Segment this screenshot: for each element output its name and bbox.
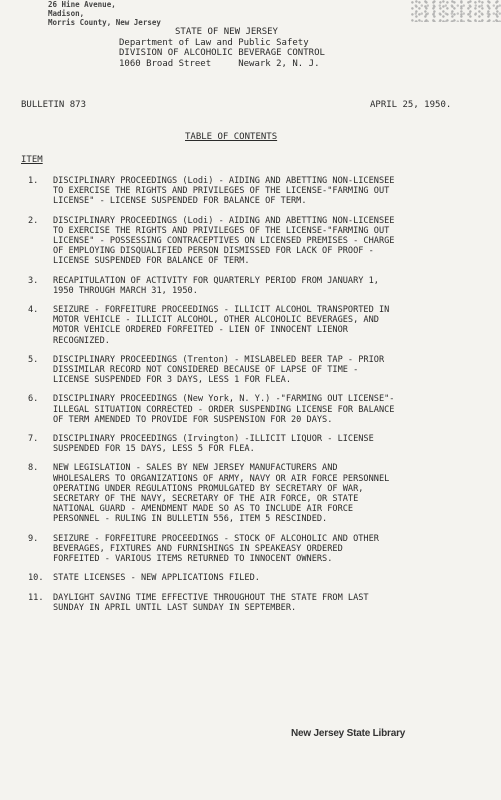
- toc-item-number: 2.: [28, 215, 39, 226]
- toc-item-text: SEIZURE - FORFEITURE PROCEEDINGS - ILLICIT ALCOHOL TRANSPORTED IN MOTOR VEHICLE - ILLICIT ALCOHOL, OTHER ALCOHOLIC BEVERAGES, AND MOTOR VEHICLE ORDERED FORFEITED - LIEN OF INNOCENT LIENOR RECOGNIZED.: [53, 305, 390, 346]
- bulletin-date: APRIL 25, 1950.: [370, 100, 452, 110]
- stamp-line-3: Morris County, New Jersey: [48, 18, 161, 27]
- toc-item-text: RECAPITULATION OF ACTIVITY FOR QUARTERLY PERIOD FROM JANUARY 1, 1950 THROUGH MARCH 31, 1950.: [53, 275, 379, 296]
- toc-item-number: 5.: [28, 354, 39, 365]
- toc-item-text: STATE LICENSES - NEW APPLICATIONS FILED.: [53, 573, 260, 584]
- toc-item-number: 10.: [28, 573, 44, 584]
- toc-item: [21, 463, 491, 524]
- letterhead: [0, 27, 501, 69]
- toc-item-text: NEW LEGISLATION - SALES BY NEW JERSEY MANUFACTURERS AND WHOLESALERS TO ORGANIZATIONS OF ARMY, NAVY OR AIR FORCE PERSONNEL OPERATING UNDER REGULATIONS PROMULGATED BY SECRETARY OF WAR, SECRETARY OF THE NAVY, SECRETARY OF THE AIR FORCE, OR STATE NATIONAL GUARD - AMENDMENT MADE SO AS TO INCLUDE AIR FORCE PERSONNEL - RULING IN BULLETIN 556, ITEM 5 RESCINDED.: [53, 463, 390, 525]
- address-stamp: [48, 0, 161, 27]
- toc-item: [21, 355, 491, 386]
- library-stamp: New Jersey State Library: [291, 728, 406, 739]
- toc-item-number: 9.: [28, 533, 39, 544]
- toc-list: [21, 176, 491, 613]
- item-column-header: ITEM: [21, 155, 43, 165]
- toc-item-number: 6.: [28, 394, 39, 405]
- toc-item-text: DISCIPLINARY PROCEEDINGS (New York, N. Y.) -"FARMING OUT LICENSE"- ILLEGAL SITUATION CORRECTED - ORDER SUSPENDING LICENSE FOR BALANCE OF TERM AMENDED TO PROVIDE FOR SUSPENSION FOR 20 DAYS.: [53, 394, 395, 425]
- letterhead-department: Department of Law and Public Safety: [119, 37, 309, 48]
- scan-noise: [411, 0, 501, 22]
- toc-item-text: SEIZURE - FORFEITURE PROCEEDINGS - STOCK OF ALCOHOLIC AND OTHER BEVERAGES, FIXTURES AND FURNISHINGS IN SPEAKEASY ORDERED FORFEITED - VARIOUS ITEMS RETURNED TO INNOCENT OWNERS.: [53, 533, 379, 565]
- toc-item-number: 4.: [28, 305, 39, 316]
- toc-item: [21, 276, 491, 296]
- toc-item-text: DISCIPLINARY PROCEEDINGS (Irvington) -ILLICIT LIQUOR - LICENSE SUSPENDED FOR 15 DAYS, LESS 5 FOR FLEA.: [53, 434, 374, 455]
- letterhead-state: STATE OF NEW JERSEY: [175, 27, 278, 37]
- toc-item-number: 7.: [28, 434, 39, 445]
- toc-item-text: DISCIPLINARY PROCEEDINGS (Lodi) - AIDING AND ABETTING NON-LICENSEE TO EXERCISE THE RIGHTS AND PRIVILEGES OF THE LICENSE-"FARMING OUT LICENSE" - POSSESSING CONTRACEPTIVES ON LICENSED PREMISES - CHARGE OF EMPLOYING DISQUALIFIED PERSON DISMISSED FOR LACK OF PROOF - LICENSE SUSPENDED FOR BALANCE OF TERM.: [53, 215, 395, 267]
- toc-item: [21, 434, 491, 454]
- toc-item: [21, 176, 491, 207]
- letterhead-address: 1060 Broad Street Newark 2, N. J.: [119, 58, 320, 69]
- toc-item-number: 8.: [28, 463, 39, 474]
- toc-item-text: DISCIPLINARY PROCEEDINGS (Trenton) - MISLABELED BEER TAP - PRIOR DISSIMILAR RECORD NOT CONSIDERED BECAUSE OF LAPSE OF TIME - LICENSE SUSPENDED FOR 3 DAYS, LESS 1 FOR FLEA.: [53, 354, 385, 386]
- toc-item: [21, 394, 491, 425]
- toc-item: [21, 573, 491, 583]
- stamp-line-2: Madison,: [48, 9, 85, 18]
- toc-item: [21, 534, 491, 565]
- stamp-line-1: 26 Hine Avenue,: [48, 0, 116, 9]
- bulletin-number: BULLETIN 873: [21, 100, 87, 110]
- toc-item-number: 3.: [28, 275, 39, 286]
- toc-item-text: DISCIPLINARY PROCEEDINGS (Lodi) - AIDING AND ABETTING NON-LICENSEE TO EXERCISE THE RIGHTS AND PRIVILEGES OF THE LICENSE-"FARMING OUT LICENSE" - LICENSE SUSPENDED FOR BALANCE OF TERM.: [53, 176, 395, 207]
- toc-item: [21, 305, 491, 346]
- toc-title: TABLE OF CONTENTS: [185, 132, 278, 142]
- toc-item-text: DAYLIGHT SAVING TIME EFFECTIVE THROUGHOUT THE STATE FROM LAST SUNDAY IN APRIL UNTIL LAST SUNDAY IN SEPTEMBER.: [53, 592, 369, 613]
- toc-item: [21, 216, 491, 267]
- toc-item-number: 11.: [28, 592, 44, 603]
- letterhead-division: DIVISION OF ALCOHOLIC BEVERAGE CONTROL: [119, 48, 325, 58]
- toc-item-number: 1.: [28, 176, 39, 186]
- toc-item: [21, 593, 491, 613]
